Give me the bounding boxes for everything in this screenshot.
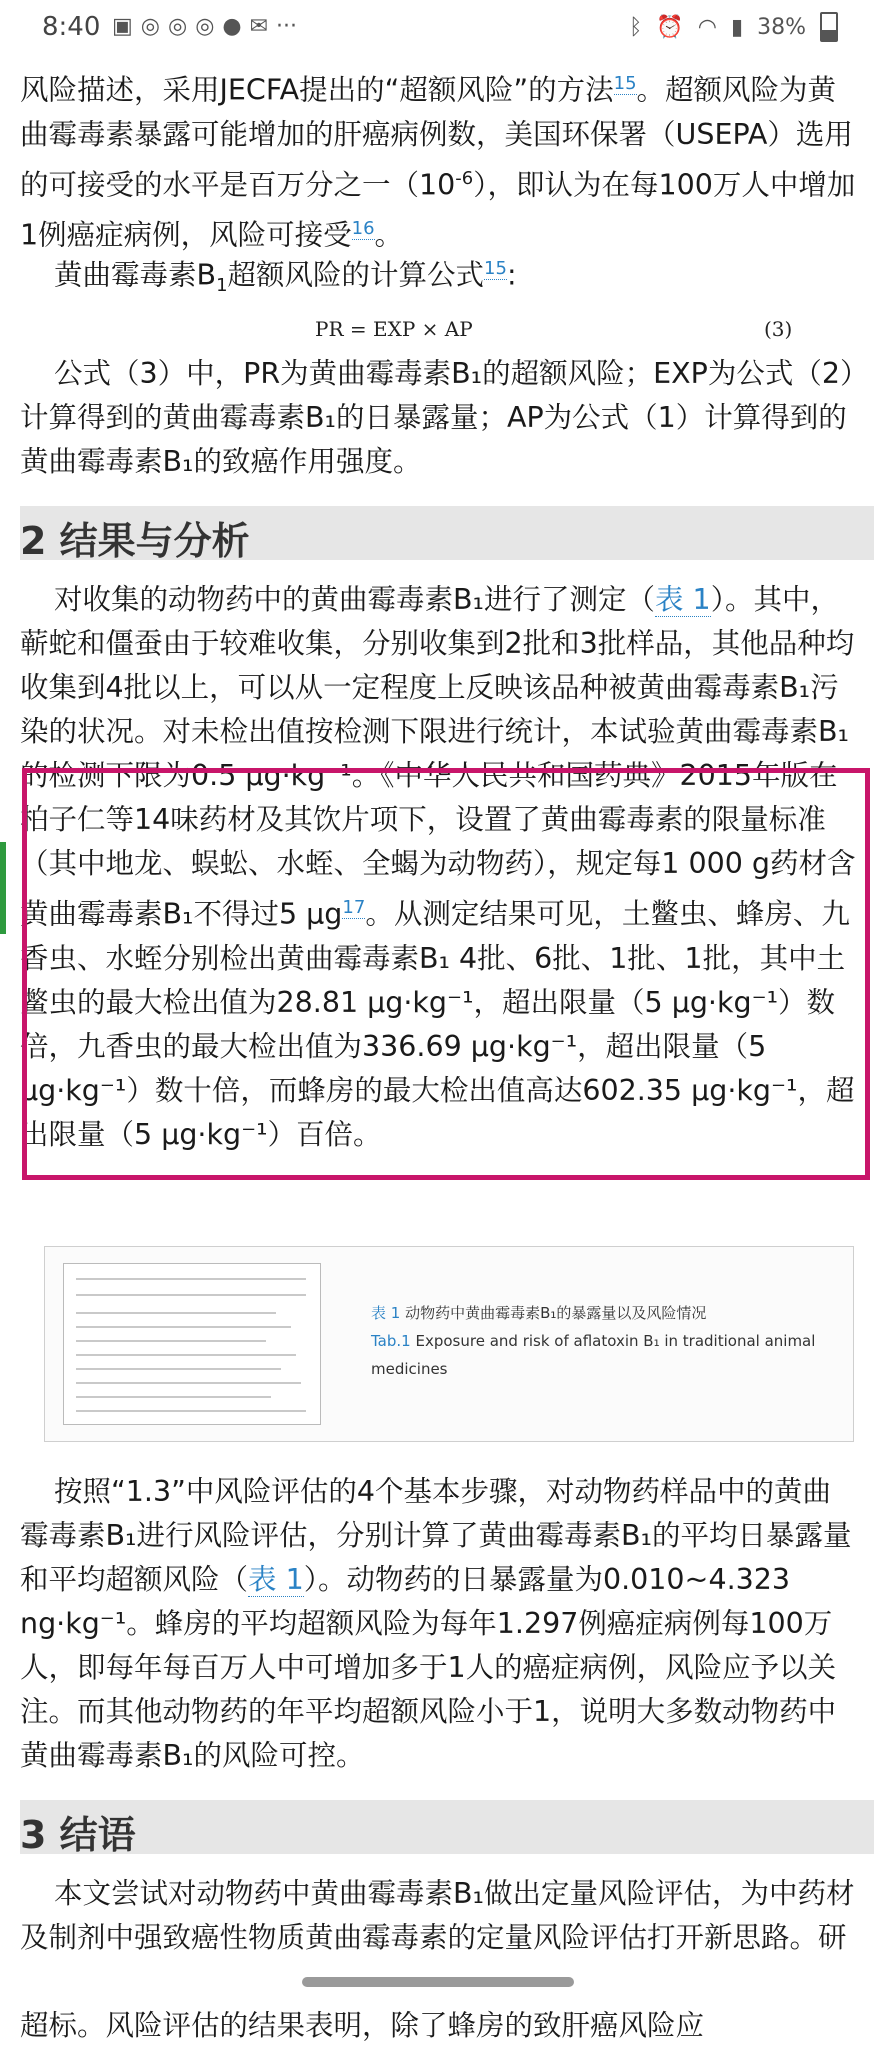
side-tab[interactable] <box>0 842 6 934</box>
paragraph-formula-intro: 黄曲霉毒素$B_1$超额风险的计算公式$^{15}$: <box>54 258 517 297</box>
battery-percent: 38% <box>757 14 806 40</box>
status-right <box>629 12 838 42</box>
paragraph-conclusion: 本文尝试对动物药中黄曲霉毒素B₁做出定量风险评估，为中药材及制剂中强致癌性物质黄曲霉毒素的定量风险评估打开新思路。研 超标。风险评估的结果表明，除了蜂房的致肝癌风险应 <box>20 1877 855 2042</box>
status-time: 8:40 <box>42 12 101 42</box>
alarm-icon: ⏰ <box>656 14 684 40</box>
formula-equation: PR = EXP × AP <box>315 317 473 341</box>
highlight-box <box>22 768 870 1180</box>
table-caption <box>371 1299 841 1383</box>
more-icon: ··· <box>276 14 298 39</box>
wechat-icon: ◎ <box>168 14 188 39</box>
citation-link[interactable]: 15 <box>613 73 637 94</box>
gmail-icon: ✉ <box>249 14 269 39</box>
paragraph-results: 对收集的动物药中的黄曲霉毒素B₁进行了测定（表 1）。其中，蕲蛇和僵蚕由于较难收集，分别收集到2批和3批样品，其他品种均收集到4批以上，可以从一定程度上反映该品种被黄曲霉毒素B₁污染的状况。对未检出值按检测下限进行统计，本试验黄曲霉毒素B₁的检测下限为0.5 μg·kg⁻¹。《中华人民共和国药典》2015年版在柏子仁等14味药材及其饮片项下，设置了黄曲霉毒素的限量标准（其中地龙、蜈蚣、水蛭、全蝎为动物药），规定每1 000 g药材含黄曲霉毒素B₁不得过5 $\mu g^{17}$。从测定结果可见，土鳖虫、蜂房、九香虫、水蛭分别检出黄曲霉毒素B₁ 4批、6批、1批、1批，其中土鳖虫的最大检出值为28.81 μg·kg⁻¹，超出限量（5 μg·kg⁻¹）数倍，九香虫的最大检出值为336.69 μg·kg⁻¹，超出限量（5 μg·kg⁻¹）数十倍，而蜂房的最大检出值高达602.35 μg·kg⁻¹，超出限量（5 μg·kg⁻¹）百倍。 <box>20 583 856 1151</box>
table-label-cn: 表 1 <box>371 1304 401 1322</box>
table-thumbnail[interactable] <box>63 1263 321 1425</box>
table-caption-cn: 动物药中黄曲霉毒素B₁的暴露量以及风险情况 <box>405 1304 707 1322</box>
paragraph-risk-description: 风险描述，采用JECFA提出的“超额风险”的方法$^{15}$。超额风险为黄曲霉毒素暴露可能增加的肝癌病例数，美国环保署（USEPA）选用的可接受的水平是百万分之一$(10^{-6})$，即认为在每100万人中增加1例癌症病例，风险可接受$^{16}$。 <box>20 73 856 252</box>
wechat-icon: ◎ <box>140 14 160 39</box>
section-heading-results: 2 结果与分析 <box>20 506 874 560</box>
table-1-link[interactable]: 表 1 <box>248 1563 304 1596</box>
table-1-link[interactable]: 表 1 <box>654 583 711 616</box>
app-icon: ▣ <box>112 14 133 39</box>
citation-link[interactable]: 15 <box>484 258 507 279</box>
citation-link[interactable]: 16 <box>351 218 375 239</box>
table-caption-en: Exposure and risk of aflatoxin B₁ in traditional animal medicines <box>371 1332 816 1378</box>
status-bar <box>0 0 878 62</box>
zhihu-icon: ● <box>222 14 242 39</box>
paragraph-risk-assessment: 按照“1.3”中风险评估的4个基本步骤，对动物药样品中的黄曲霉毒素B₁进行风险评估，分别计算了黄曲霉毒素B₁的平均日暴露量和平均超额风险（表 1）。动物药的日暴露量为0.010~4.323 ng·kg⁻¹。蜂房的平均超额风险为每年1.297例癌症病例每100万人，即每年每百万人中可增加多于1人的癌症病例，风险应予以关注。而其他动物药的年平均超额风险小于1，说明大多数动物药中黄曲霉毒素B₁的风险可控。 <box>20 1475 852 1772</box>
table-label-en: Tab.1 <box>371 1332 411 1350</box>
paragraph-formula-explanation: 公式（3）中，PR为黄曲霉毒素B₁的超额风险；EXP为公式（2）计算得到的黄曲霉毒素B₁的日暴露量；AP为公式（1）计算得到的黄曲霉毒素B₁的致癌作用强度。 <box>20 357 855 478</box>
bluetooth-icon: ᛒ <box>629 14 643 40</box>
battery-icon <box>820 12 838 42</box>
signal-icon: ▮ <box>730 14 744 40</box>
home-gesture-bar[interactable] <box>302 1977 574 1987</box>
formula-number: (3) <box>764 317 793 341</box>
citation-link[interactable]: 17 <box>342 897 366 918</box>
wifi-icon: ◠ <box>697 14 717 40</box>
navigation-bar <box>0 1966 878 2000</box>
table-1-figure[interactable] <box>44 1246 854 1442</box>
section-heading-conclusion: 3 结语 <box>20 1800 874 1854</box>
wechat-icon: ◎ <box>195 14 215 39</box>
notification-icons <box>112 14 297 39</box>
